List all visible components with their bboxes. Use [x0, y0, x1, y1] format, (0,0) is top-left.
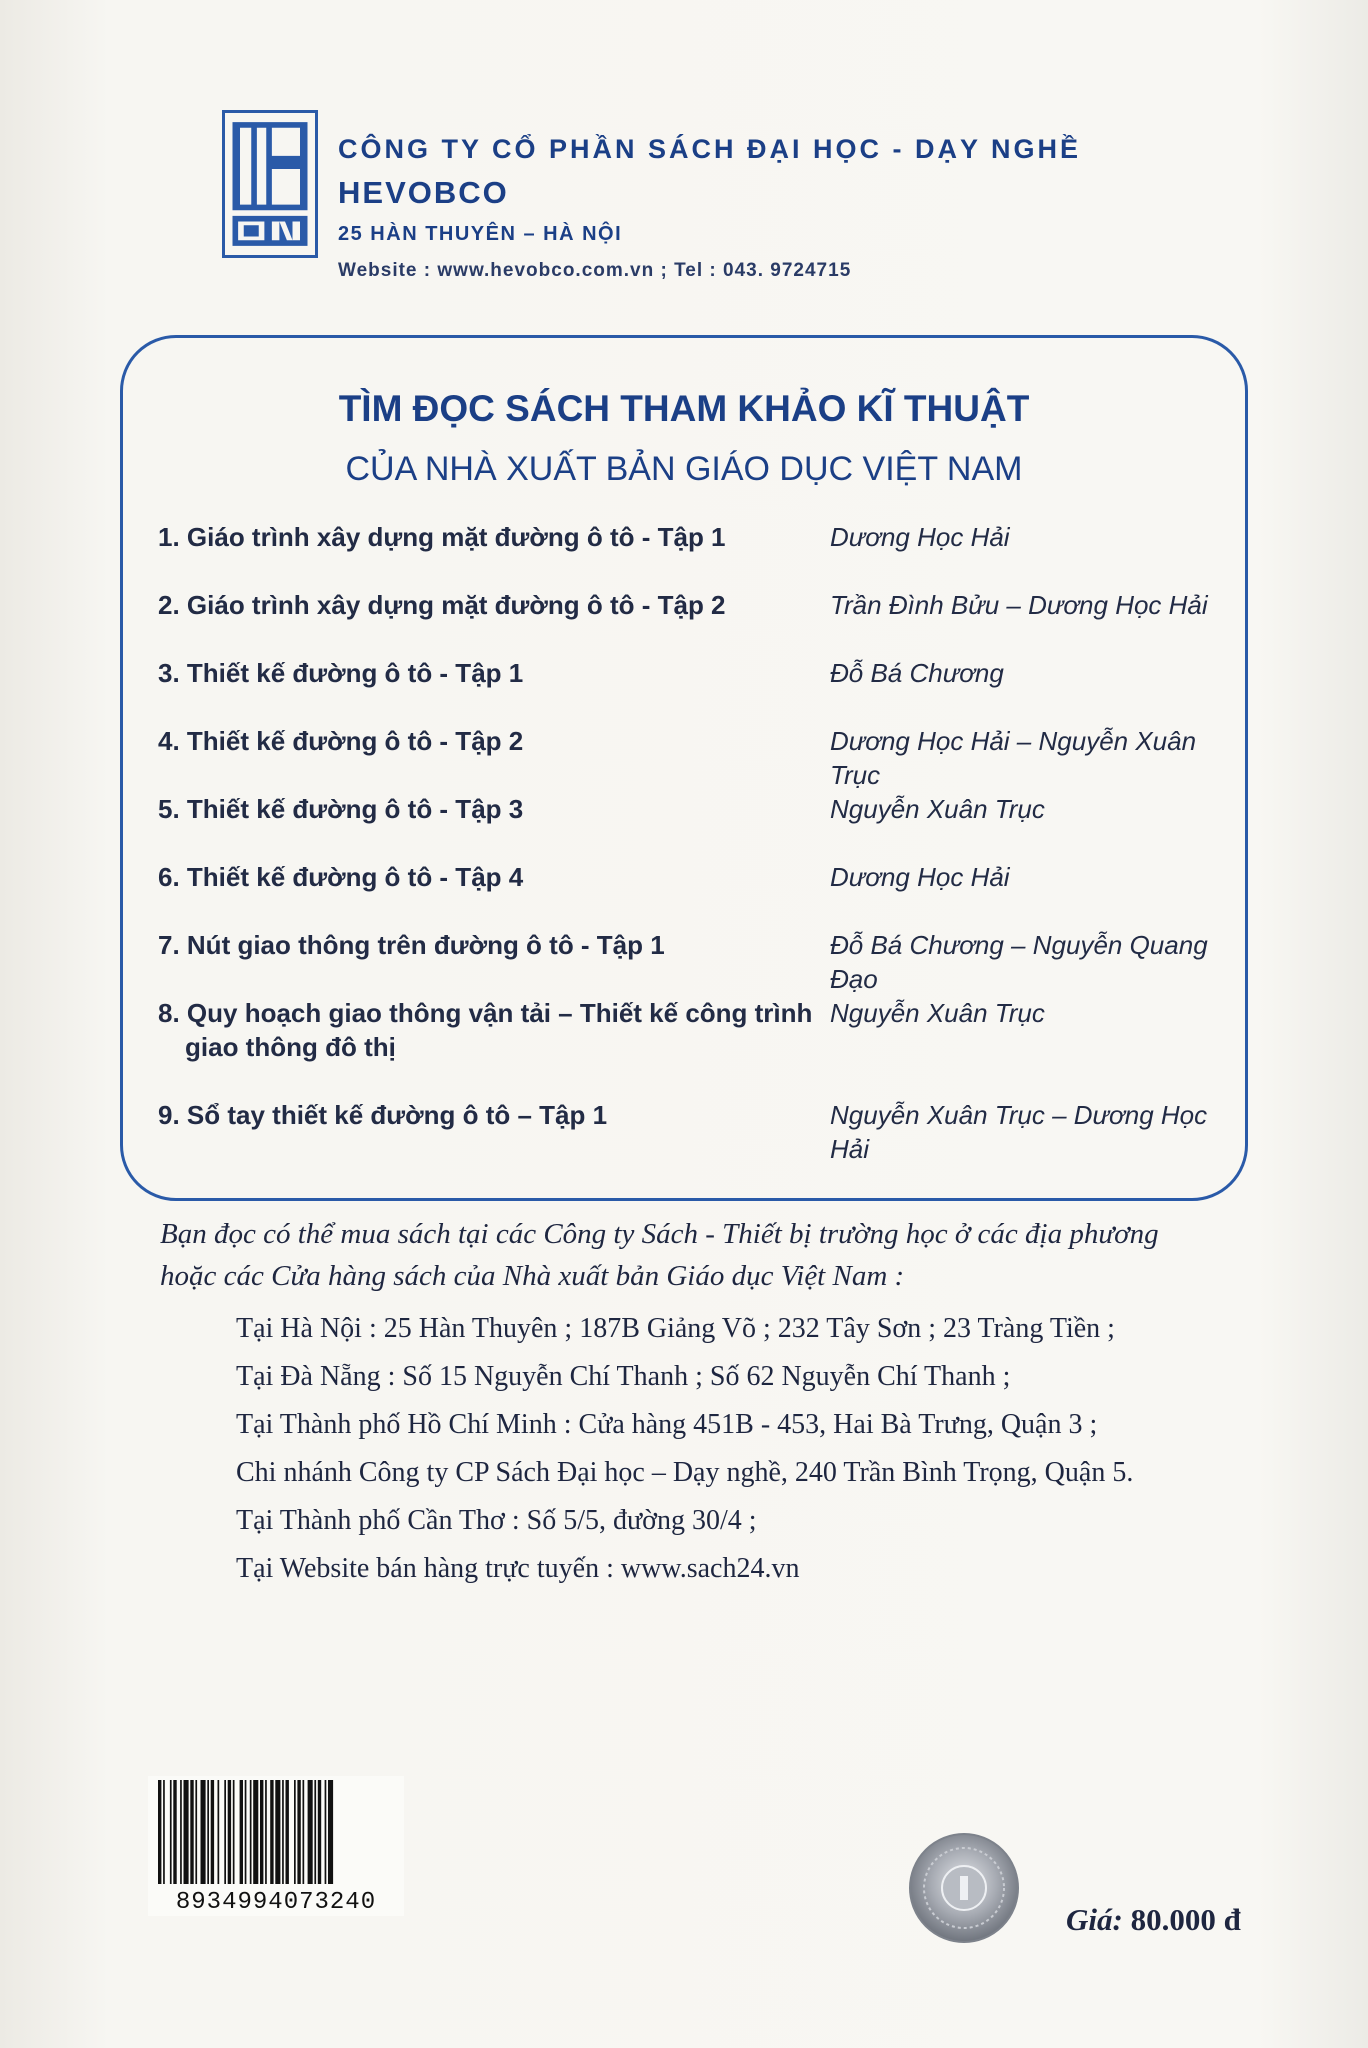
- barcode-bar: [328, 1780, 333, 1884]
- barcode-bar: [286, 1780, 289, 1884]
- book-title-line1: 8. Quy hoạch giao thông vận tải – Thiết kế công trình: [158, 998, 813, 1028]
- barcode-bar: [250, 1780, 252, 1884]
- book-author: Trần Đình Bửu – Dương Học Hải: [830, 590, 1208, 620]
- barcode-bar: [163, 1780, 165, 1884]
- book-item: [158, 860, 1238, 920]
- barcode-bar: [240, 1780, 243, 1884]
- store-address: Tại Thành phố Cần Thơ : Số 5/5, đường 30/4 ;: [236, 1505, 757, 1536]
- book-author: Đỗ Bá Chương: [830, 658, 1004, 688]
- book-author: Đỗ Bá Chương – Nguyễn Quang Đạo: [830, 930, 1208, 994]
- barcode-bar: [260, 1780, 263, 1884]
- barcode-number: 8934994073240: [148, 1889, 404, 1916]
- publisher-logo: [222, 110, 318, 258]
- publisher-contact: Website : www.hevobco.com.vn ; Tel : 043. 9724715: [338, 260, 852, 281]
- store-address: Tại Thành phố Hồ Chí Minh : Cửa hàng 451B - 453, Hai Bà Trưng, Quận 3 ;: [236, 1409, 1098, 1440]
- book-title: 6. Thiết kế đường ô tô - Tập 4: [158, 862, 524, 892]
- barcode-bar: [170, 1780, 172, 1884]
- price-value: 80.000 đ: [1130, 1902, 1241, 1937]
- book-title: 4. Thiết kế đường ô tô - Tập 2: [158, 726, 524, 756]
- store-address: Chi nhánh Công ty CP Sách Đại học – Dạy nghề, 240 Trần Bình Trọng, Quận 5.: [236, 1457, 1134, 1488]
- barcode-bar: [233, 1780, 235, 1884]
- barcode-bar: [190, 1780, 193, 1884]
- store-address: Tại Website bán hàng trực tuyến : www.sach24.vn: [236, 1553, 800, 1584]
- book-author: Dương Học Hải: [830, 522, 1010, 552]
- barcode-bar: [228, 1780, 231, 1884]
- publisher-logo-mark: [225, 113, 315, 255]
- barcode-bar: [218, 1780, 220, 1884]
- barcode-bar: [180, 1780, 182, 1884]
- book-title: 2. Giáo trình xây dựng mặt đường ô tô - Tập 2: [158, 590, 726, 620]
- book-item: [158, 996, 1238, 1076]
- barcode-bar: [294, 1780, 296, 1884]
- book-title-line2: giao thông đô thị: [185, 1032, 396, 1062]
- book-item: [158, 792, 1238, 852]
- barcode-bar: [201, 1780, 206, 1884]
- booklist-box: [120, 335, 1248, 1201]
- barcode-bar: [207, 1780, 209, 1884]
- book-item: [158, 656, 1238, 716]
- barcode-bar: [308, 1780, 313, 1884]
- publisher-brand: HEVOBCO: [338, 175, 509, 210]
- store-intro-line1: Bạn đọc có thể mua sách tại các Công ty Sách - Thiết bị trường học ở các địa phương: [160, 1218, 1159, 1250]
- barcode-bar: [282, 1780, 284, 1884]
- barcode-bar: [275, 1780, 280, 1884]
- book-author: Nguyễn Xuân Trục: [830, 794, 1045, 824]
- barcode-bar: [158, 1780, 161, 1884]
- price-label: Giá:: [1066, 1902, 1123, 1937]
- book-title: 7. Nút giao thông trên đường ô tô - Tập 1: [158, 930, 665, 960]
- publisher-address: 25 HÀN THUYÊN – HÀ NỘI: [338, 223, 623, 245]
- book-item: [158, 724, 1238, 790]
- book-title: 3. Thiết kế đường ô tô - Tập 1: [158, 658, 524, 688]
- book-title: 9. Sổ tay thiết kế đường ô tô – Tập 1: [158, 1100, 608, 1130]
- barcode-bar: [303, 1780, 305, 1884]
- book-title: 5. Thiết kế đường ô tô - Tập 3: [158, 794, 524, 824]
- book-item: [158, 588, 1238, 648]
- book-title: [158, 996, 818, 1064]
- barcode-bar: [253, 1780, 258, 1884]
- barcode-bar: [265, 1780, 267, 1884]
- store-info: [160, 1213, 1240, 1593]
- barcode-bar: [224, 1780, 226, 1884]
- book-item: [158, 1098, 1238, 1164]
- barcode-bar: [173, 1780, 176, 1884]
- hologram-sticker-icon: [908, 1832, 1020, 1944]
- store-intro-line2: hoặc các Cửa hàng sách của Nhà xuất bản Giáo dục Việt Nam :: [160, 1260, 905, 1292]
- barcode-bar: [318, 1780, 321, 1884]
- book-item: [158, 928, 1238, 994]
- price-tag: [1066, 1902, 1241, 1938]
- book-author: Dương Học Hải – Nguyễn Xuân Trục: [830, 726, 1197, 790]
- store-address: Tại Hà Nội : 25 Hàn Thuyên ; 187B Giảng Võ ; 232 Tây Sơn ; 23 Tràng Tiền ;: [236, 1313, 1115, 1344]
- booklist-subtitle: CỦA NHÀ XUẤT BẢN GIÁO DỤC VIỆT NAM: [345, 450, 1023, 488]
- barcode-bar: [195, 1780, 197, 1884]
- book-author: Nguyễn Xuân Trục – Dương Học Hải: [830, 1100, 1208, 1164]
- publisher-company-name: CÔNG TY CỔ PHẦN SÁCH ĐẠI HỌC - DẠY NGHỀ: [338, 134, 1082, 164]
- booklist-title: TÌM ĐỌC SÁCH THAM KHẢO KĨ THUẬT: [338, 388, 1030, 429]
- publisher-header: [338, 134, 1081, 282]
- book-author: Dương Học Hải: [830, 862, 1010, 892]
- store-address: Tại Đà Nẵng : Số 15 Nguyễn Chí Thanh ; Số 62 Nguyễn Chí Thanh ;: [236, 1361, 1011, 1392]
- barcode-bar: [270, 1780, 273, 1884]
- barcode-bar: [314, 1780, 316, 1884]
- store-address-list: [160, 1305, 1240, 1593]
- book-title: 1. Giáo trình xây dựng mặt đường ô tô - Tập 1: [158, 522, 726, 552]
- isbn-barcode: [148, 1776, 404, 1916]
- book-author: Nguyễn Xuân Trục: [830, 998, 1045, 1028]
- barcode-bar: [297, 1780, 300, 1884]
- book-item: [158, 520, 1238, 580]
- barcode-bar: [184, 1780, 189, 1884]
- barcode-bar: [245, 1780, 247, 1884]
- barcode-bars: [148, 1776, 404, 1888]
- barcode-bar: [211, 1780, 214, 1884]
- barcode-bar: [325, 1780, 327, 1884]
